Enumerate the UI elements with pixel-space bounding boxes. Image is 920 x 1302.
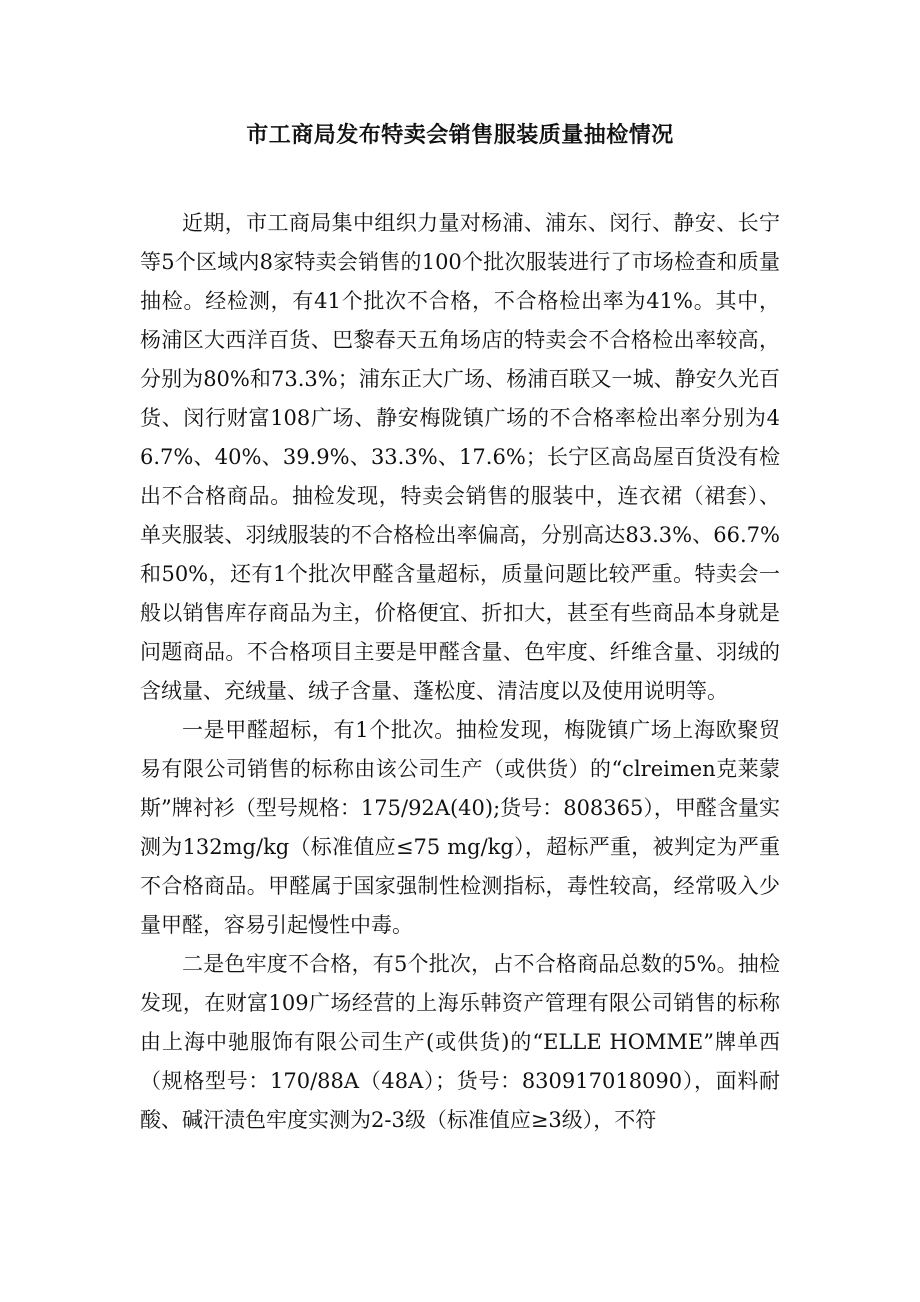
paragraph-formaldehyde: 一是甲醛超标，有1个批次。抽检发现，梅陇镇广场上海欧聚贸易有限公司销售的标称由该公司生产（或供货）的“clreimen克莱蒙斯”牌衬衫（型号规格：175/92A(40);货号：808365），甲醛含量实测为132mg/kg（标准值应≤75 mg/kg），超标严重，被判定为严重不合格商品。甲醛属于国家强制性检测指标，毒性较高，经常吸入少量甲醛，容易引起慢性中毒。 bbox=[140, 718, 780, 937]
document-title: 市工商局发布特卖会销售服装质量抽检情况 bbox=[246, 123, 674, 148]
document-body bbox=[140, 204, 780, 1140]
paragraph-intro: 近期，市工商局集中组织力量对杨浦、浦东、闵行、静安、长宁等5个区域内8家特卖会销售的100个批次服装进行了市场检查和质量抽检。经检测，有41个批次不合格，不合格检出率为41%。其中，杨浦区大西洋百货、巴黎春天五角场店的特卖会不合格检出率较高，分别为80%和73.3%；浦东正大广场、杨浦百联又一城、静安久光百货、闵行财富108广场、静安梅陇镇广场的不合格率检出率分别为46.7%、40%、39.9%、33.3%、17.6%；长宁区高岛屋百货没有检出不合格商品。抽检发现，特卖会销售的服装中，连衣裙（裙套）、单夹服装、羽绒服装的不合格检出率偏高，分别高达83.3%、66.7%和50%，还有1个批次甲醛含量超标，质量问题比较严重。特卖会一般以销售库存商品为主，价格便宜、折扣大，甚至有些商品本身就是问题商品。不合格项目主要是甲醛含量、色牢度、纤维含量、羽绒的含绒量、充绒量、绒子含量、蓬松度、清洁度以及使用说明等。 bbox=[140, 211, 780, 703]
paragraph-color-fastness: 二是色牢度不合格，有5个批次，占不合格商品总数的5%。抽检发现，在财富109广场经营的上海乐韩资产管理有限公司销售的标称由上海中驰服饰有限公司生产(或供货)的“ELLE HOMME”牌单西（规格型号：170/88A（48A）；货号：830917018090），面料耐酸、碱汗渍色牢度实测为2-3级（标准值应≥3级），不符 bbox=[140, 952, 780, 1132]
